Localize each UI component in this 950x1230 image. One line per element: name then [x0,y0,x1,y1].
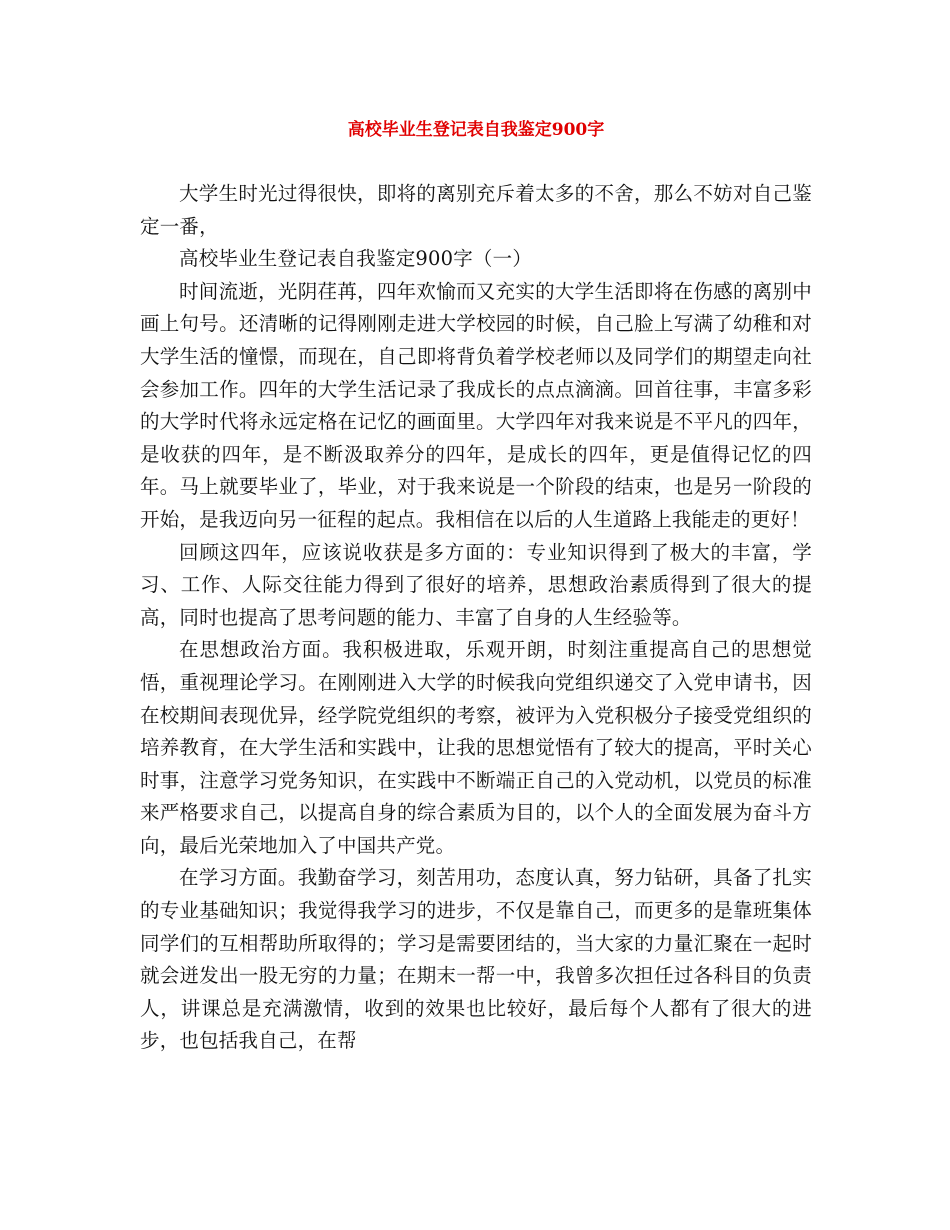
document-title: 高校毕业生登记表自我鉴定900字 [347,120,605,140]
body-paragraph-review: 回顾这四年，应该说收获是多方面的：专业知识得到了极大的丰富，学习、工作、人际交往能力得到了很好的培养，思想政治素质得到了很大的提高，同时也提高了思考问题的能力、丰富了自身的人生经验等。 [140,540,812,629]
section-heading: 高校毕业生登记表自我鉴定900字（一） [179,247,533,271]
body-paragraph-study: 在学习方面。我勤奋学习，刻苦用功，态度认真，努力钻研，具备了扎实的专业基础知识；我觉得我学习的进步，不仅是靠自己，而更多的是靠班集体同学们的互相帮助所取得的；学习是需要团结的，当大家的力量汇聚在一起时就会迸发出一股无穷的力量；在期末一帮一中，我曾多次担任过各科目的负责人，讲课总是充满激情，收到的效果也比较好，最后每个人都有了很大的进步，也包括我自己，在帮 [140,866,812,1053]
body-paragraph-political: 在思想政治方面。我积极进取，乐观开朗，时刻注重提高自己的思想觉悟，重视理论学习。在刚刚进入大学的时候我向党组织递交了入党申请书，因在校期间表现优异，经学院党组织的考察，被评为入党积极分子接受党组织的培养教育，在大学生活和实践中，让我的思想觉悟有了较大的提高，平时关心时事，注意学习党务知识，在实践中不断端正自己的入党动机，以党员的标准来严格要求自己，以提高自身的综合素质为目的，以个人的全面发展为奋斗方向，最后光荣地加入了中国共产党。 [140,638,812,857]
document-page [140,118,812,1058]
body-paragraph-reflection: 时间流逝，光阴荏苒，四年欢愉而又充实的大学生活即将在伤感的离别中画上句号。还清晰的记得刚刚走进大学校园的时候，自己脸上写满了幼稚和对大学生活的憧憬，而现在，自己即将背负着学校老师以及同学们的期望走向社会参加工作。四年的大学生活记录了我成长的点点滴滴。回首往事，丰富多彩的大学时代将永远定格在记忆的画面里。大学四年对我来说是不平凡的四年，是收获的四年，是不断汲取养分的四年，是成长的四年，更是值得记忆的四年。马上就要毕业了，毕业，对于我来说是一个阶段的结束，也是另一阶段的开始，是我迈向另一征程的起点。我相信在以后的人生道路上我能走的更好！ [140,279,812,531]
intro-paragraph: 大学生时光过得很快，即将的离别充斥着太多的不舍，那么不妨对自己鉴定一番， [140,182,812,238]
